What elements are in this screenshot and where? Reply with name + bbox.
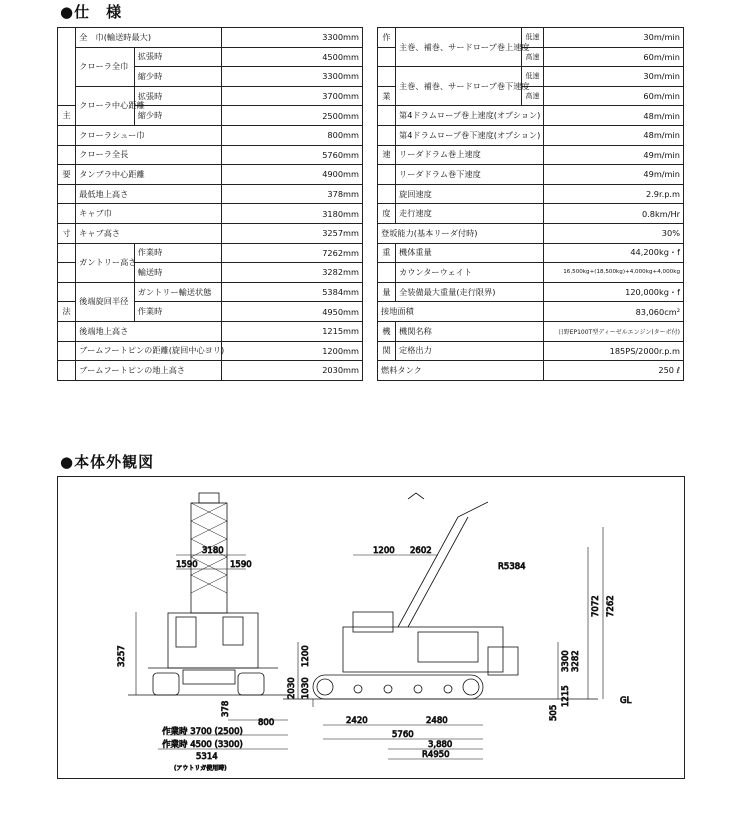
dim-1590-left: 1590 <box>176 560 198 570</box>
spec-value: 83,060cm² <box>544 302 684 322</box>
spec-label: キャブ巾 <box>76 204 221 224</box>
group-char: 業 <box>378 86 396 106</box>
group-char: 度 <box>378 204 396 224</box>
group-char: 速 <box>378 145 396 165</box>
spec-label: リーダドラム巻上速度 <box>396 145 544 165</box>
dim-7262: 7262 <box>606 595 616 617</box>
spec-value: 1200mm <box>221 341 362 361</box>
dim-1030: 1030 <box>301 677 311 699</box>
spec-value: 120,000kg・f <box>544 282 684 302</box>
dim-800: 800 <box>258 718 275 728</box>
spec-value: 3300mm <box>221 67 362 87</box>
spec-label: 機体重量 <box>396 243 544 263</box>
front-view <box>128 493 288 695</box>
dimension-lines <box>136 527 603 759</box>
dim-3300: 3300 <box>561 650 571 672</box>
dim-5760: 5760 <box>392 730 414 740</box>
dim-4500: 作業時 4500 (3300) <box>162 740 243 750</box>
group-char: 機 <box>378 321 396 341</box>
spec-table-right <box>377 27 684 381</box>
spec-sublabel: 輸送時 <box>134 263 221 283</box>
spec-value: 0.8km/Hr <box>544 204 684 224</box>
group-char: 法 <box>58 302 76 322</box>
spec-label: クローラ全巾 <box>76 47 135 86</box>
spec-value: 2030mm <box>221 361 362 381</box>
spec-value: 30% <box>544 223 684 243</box>
dim-3257: 3257 <box>117 645 127 667</box>
spec-label: 燃料タンク <box>378 361 544 381</box>
spec-value: 3282mm <box>221 263 362 283</box>
spec-sublabel: 低速 <box>522 67 544 87</box>
group-char: 主 <box>58 106 76 126</box>
group-char: 関 <box>378 341 396 361</box>
spec-label: 走行速度 <box>396 204 544 224</box>
exterior-title: ●本体外観図 <box>60 453 155 471</box>
spec-value: 185PS/2000r.p.m <box>544 341 684 361</box>
dim-2030: 2030 <box>287 677 297 699</box>
spec-value: 3700mm <box>221 86 362 106</box>
spec-label: 第4ドラムロープ巻上速度(オプション) <box>396 106 544 126</box>
spec-value: 日野EP100T型ディーゼルエンジン(ターボ付) <box>544 321 684 341</box>
dim-outrigger-note: (アウトリガ使用時) <box>174 765 227 772</box>
dim-7072: 7072 <box>591 595 601 617</box>
spec-sublabel: 作業時 <box>134 243 221 263</box>
dim-1215: 1215 <box>561 685 571 707</box>
spec-value: 5384mm <box>221 282 362 302</box>
spec-value: 4900mm <box>221 165 362 185</box>
spec-label: ブームフートピンの地上高さ <box>76 361 221 381</box>
spec-value: 800mm <box>221 125 362 145</box>
spec-label: 機関名称 <box>396 321 544 341</box>
dim-r4950: R4950 <box>422 750 450 760</box>
group-char: 寸 <box>58 223 76 243</box>
spec-label: 全装備最大重量(走行限界) <box>396 282 544 302</box>
dim-gl: GL <box>620 696 632 706</box>
spec-sublabel: 拡張時 <box>134 86 221 106</box>
spec-label: 後端地上高さ <box>76 321 221 341</box>
spec-value: 60m/min <box>544 47 684 67</box>
spec-value: 2500mm <box>221 106 362 126</box>
dim-1200: 1200 <box>373 546 395 556</box>
spec-label: 最低地上高さ <box>76 184 221 204</box>
spec-sublabel: 低速 <box>522 28 544 48</box>
exterior-drawing <box>57 476 685 779</box>
spec-value: 3300mm <box>221 28 362 48</box>
spec-value: 44,200kg・f <box>544 243 684 263</box>
group-char: 要 <box>58 165 76 185</box>
spec-sublabel: 作業時 <box>134 302 221 322</box>
spec-value: 2.9r.p.m <box>544 184 684 204</box>
spec-value: 4950mm <box>221 302 362 322</box>
spec-label: 定格出力 <box>396 341 544 361</box>
dim-378: 378 <box>221 700 231 717</box>
spec-value: 378mm <box>221 184 362 204</box>
spec-label: キャブ高さ <box>76 223 221 243</box>
dim-r5384: R5384 <box>498 562 526 572</box>
spec-value: 60m/min <box>544 86 684 106</box>
dim-3880: 3,880 <box>428 740 453 750</box>
spec-title: ●仕 様 <box>60 3 123 21</box>
spec-value: 49m/min <box>544 145 684 165</box>
dim-505: 505 <box>549 704 559 721</box>
spec-label: 後端旋回半径 <box>76 282 135 321</box>
dim-1200-vertical: 1200 <box>301 645 311 667</box>
spec-value: 1215mm <box>221 321 362 341</box>
spec-value: 48m/min <box>544 125 684 145</box>
spec-sublabel: 縮少時 <box>134 67 221 87</box>
spec-value: 16,500kg+(18,500kg)+4,000kg+4,000kg <box>544 263 684 283</box>
spec-label: カウンターウェイト <box>396 263 544 283</box>
spec-sublabel: 高速 <box>522 47 544 67</box>
spec-label: タンブラ中心距離 <box>76 165 221 185</box>
dim-3180: 3180 <box>202 546 224 556</box>
spec-label: ブームフートピンの距離(旋回中心ヨリ) <box>76 341 221 361</box>
spec-value: 250 ℓ <box>544 361 684 381</box>
dim-3282: 3282 <box>571 650 581 672</box>
spec-value: 5760mm <box>221 145 362 165</box>
spec-sublabel: ガントリー輸送状態 <box>134 282 221 302</box>
spec-value: 30m/min <box>544 67 684 87</box>
spec-label: 全 巾(輸送時最大) <box>76 28 221 48</box>
spec-label: 主巻、補巻、サードロープ巻下速度 <box>396 67 522 106</box>
spec-value: 7262mm <box>221 243 362 263</box>
dim-3700: 作業時 3700 (2500) <box>162 727 243 737</box>
spec-value: 30m/min <box>544 28 684 48</box>
spec-sublabel: 縮少時 <box>134 106 221 126</box>
spec-sublabel: 拡張時 <box>134 47 221 67</box>
spec-label: 接地面積 <box>378 302 544 322</box>
spec-value: 3257mm <box>221 223 362 243</box>
group-char: 量 <box>378 282 396 302</box>
spec-label: ガントリー高さ <box>76 243 135 282</box>
dim-2420: 2420 <box>346 716 368 726</box>
spec-label: クローラシュー巾 <box>76 125 221 145</box>
dim-1590-right: 1590 <box>230 560 252 570</box>
spec-value: 48m/min <box>544 106 684 126</box>
spec-value: 3180mm <box>221 204 362 224</box>
spec-label: リーダドラム巻下速度 <box>396 165 544 185</box>
side-view <box>283 493 598 699</box>
spec-label: クローラ全長 <box>76 145 221 165</box>
spec-label: 第4ドラムロープ巻下速度(オプション) <box>396 125 544 145</box>
spec-label: 旋回速度 <box>396 184 544 204</box>
group-char: 重 <box>378 243 396 263</box>
spec-label: クローラ中心距離 <box>76 86 135 125</box>
spec-value: 4500mm <box>221 47 362 67</box>
spec-label: 登坂能力(基本リーダ付時) <box>378 223 544 243</box>
machine-drawing-svg <box>58 477 684 778</box>
group-char: 作 <box>378 28 396 48</box>
dim-2602: 2602 <box>410 546 432 556</box>
dim-5314: 5314 <box>196 752 218 762</box>
spec-value: 49m/min <box>544 165 684 185</box>
spec-table-left <box>57 27 363 381</box>
spec-label: 主巻、補巻、サードロープ巻上速度 <box>396 28 522 67</box>
dim-2480: 2480 <box>426 716 448 726</box>
spec-sublabel: 高速 <box>522 86 544 106</box>
